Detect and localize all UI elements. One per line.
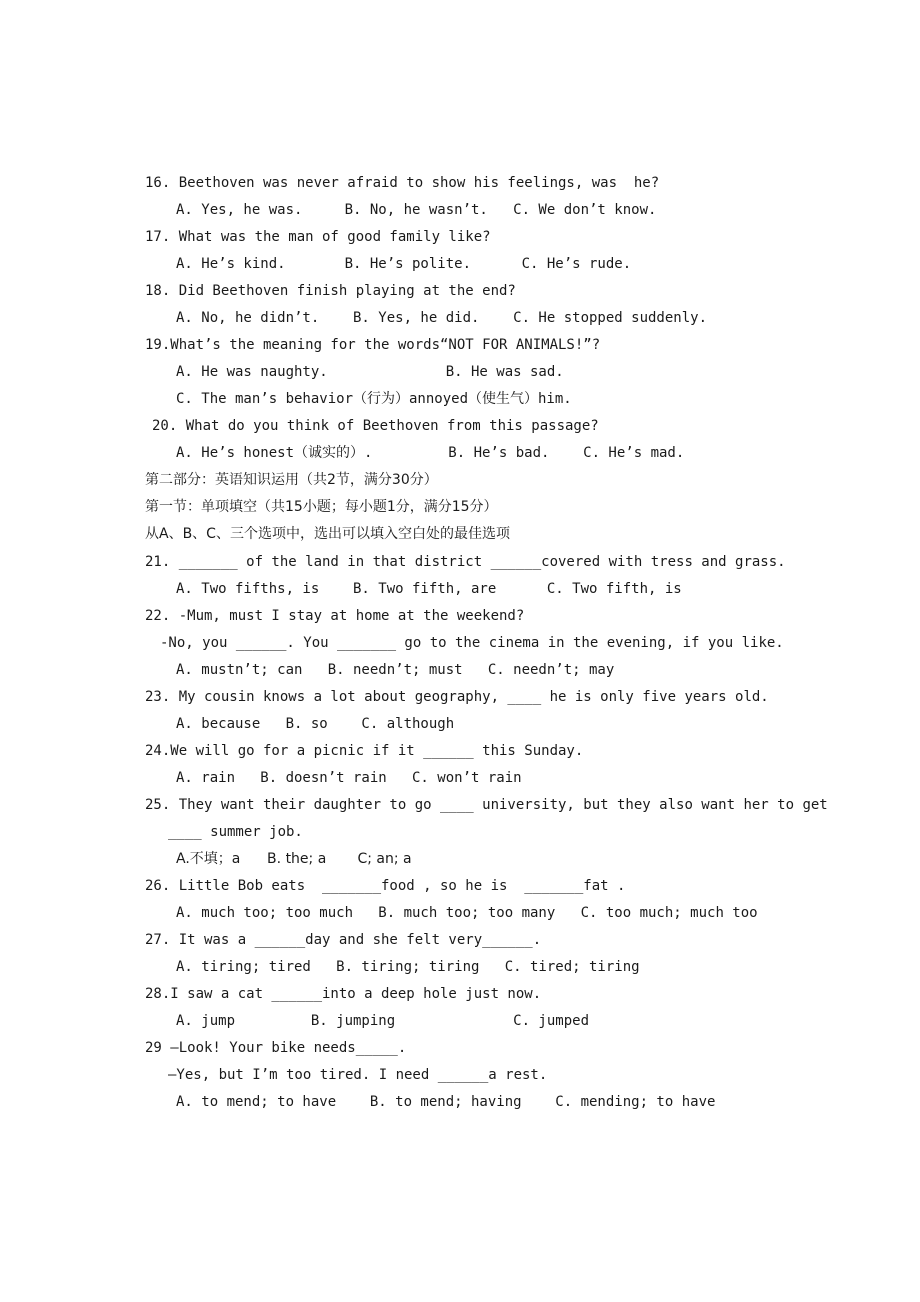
question-25: 25. They want their daughter to go ____ university, but they also want her to get bbox=[145, 797, 828, 813]
options-21: A. Two fifths, is B. Two fifth, are C. Two fifth, is bbox=[176, 581, 682, 597]
question-19: 19.What’s the meaning for the words“NOT FOR ANIMALS!”? bbox=[145, 337, 601, 353]
options-25: A.不填；a B. the; a C; an; a bbox=[176, 851, 412, 867]
question-22: 22. -Mum, must I stay at home at the weekend? bbox=[145, 608, 525, 624]
options-23: A. because B. so C. although bbox=[176, 716, 455, 732]
question-25-cont: ____ summer job. bbox=[168, 824, 303, 840]
options-22: A. mustn’t; can B. needn’t; must C. needn’t; may bbox=[176, 662, 615, 678]
question-28: 28.I saw a cat ______into a deep hole just now. bbox=[145, 986, 542, 1002]
question-17: 17. What was the man of good family like? bbox=[145, 229, 491, 245]
options-24: A. rain B. doesn’t rain C. won’t rain bbox=[176, 770, 522, 786]
options-18: A. No, he didn’t. B. Yes, he did. C. He stopped suddenly. bbox=[176, 310, 708, 326]
question-22-reply: -No, you ______. You _______ go to the cinema in the evening, if you like. bbox=[160, 635, 784, 651]
question-29: 29 —Look! Your bike needs_____. bbox=[145, 1040, 407, 1056]
question-23: 23. My cousin knows a lot about geography, ____ he is only five years old. bbox=[145, 689, 769, 705]
options-20: A. He’s honest（诚实的）. B. He’s bad. C. He’s mad. bbox=[176, 445, 685, 461]
options-28: A. jump B. jumping C. jumped bbox=[176, 1013, 590, 1029]
question-26: 26. Little Bob eats _______food , so he is _______fat . bbox=[145, 878, 626, 894]
section-heading-part2: 第二部分：英语知识运用（共2节，满分30分） bbox=[145, 472, 438, 488]
options-19-ab: A. He was naughty. B. He was sad. bbox=[176, 364, 564, 380]
options-16: A. Yes, he was. B. No, he wasn’t. C. We don’t know. bbox=[176, 202, 657, 218]
question-16: 16. Beethoven was never afraid to show his feelings, was he? bbox=[145, 175, 660, 191]
question-18: 18. Did Beethoven finish playing at the end? bbox=[145, 283, 516, 299]
options-27: A. tiring; tired B. tiring; tiring C. tired; tiring bbox=[176, 959, 640, 975]
question-24: 24.We will go for a picnic if it ______ this Sunday. bbox=[145, 743, 584, 759]
section-instructions: 从A、B、C、三个选项中，选出可以填入空白处的最佳选项 bbox=[145, 526, 510, 542]
question-20: 20. What do you think of Beethoven from this passage? bbox=[152, 418, 599, 434]
options-19-c: C. The man’s behavior（行为）annoyed（使生气）him. bbox=[176, 391, 572, 407]
options-26: A. much too; too much B. much too; too many C. too much; much too bbox=[176, 905, 758, 921]
options-17: A. He’s kind. B. He’s polite. C. He’s rude. bbox=[176, 256, 632, 272]
options-29: A. to mend; to have B. to mend; having C. mending; to have bbox=[176, 1094, 716, 1110]
question-21: 21. _______ of the land in that district ______covered with tress and grass. bbox=[145, 554, 786, 570]
question-29-reply: —Yes, but I’m too tired. I need ______a rest. bbox=[168, 1067, 548, 1083]
question-27: 27. It was a ______day and she felt very______. bbox=[145, 932, 542, 948]
section-heading-part1: 第一节：单项填空（共15小题；每小题1分，满分15分） bbox=[145, 499, 498, 515]
